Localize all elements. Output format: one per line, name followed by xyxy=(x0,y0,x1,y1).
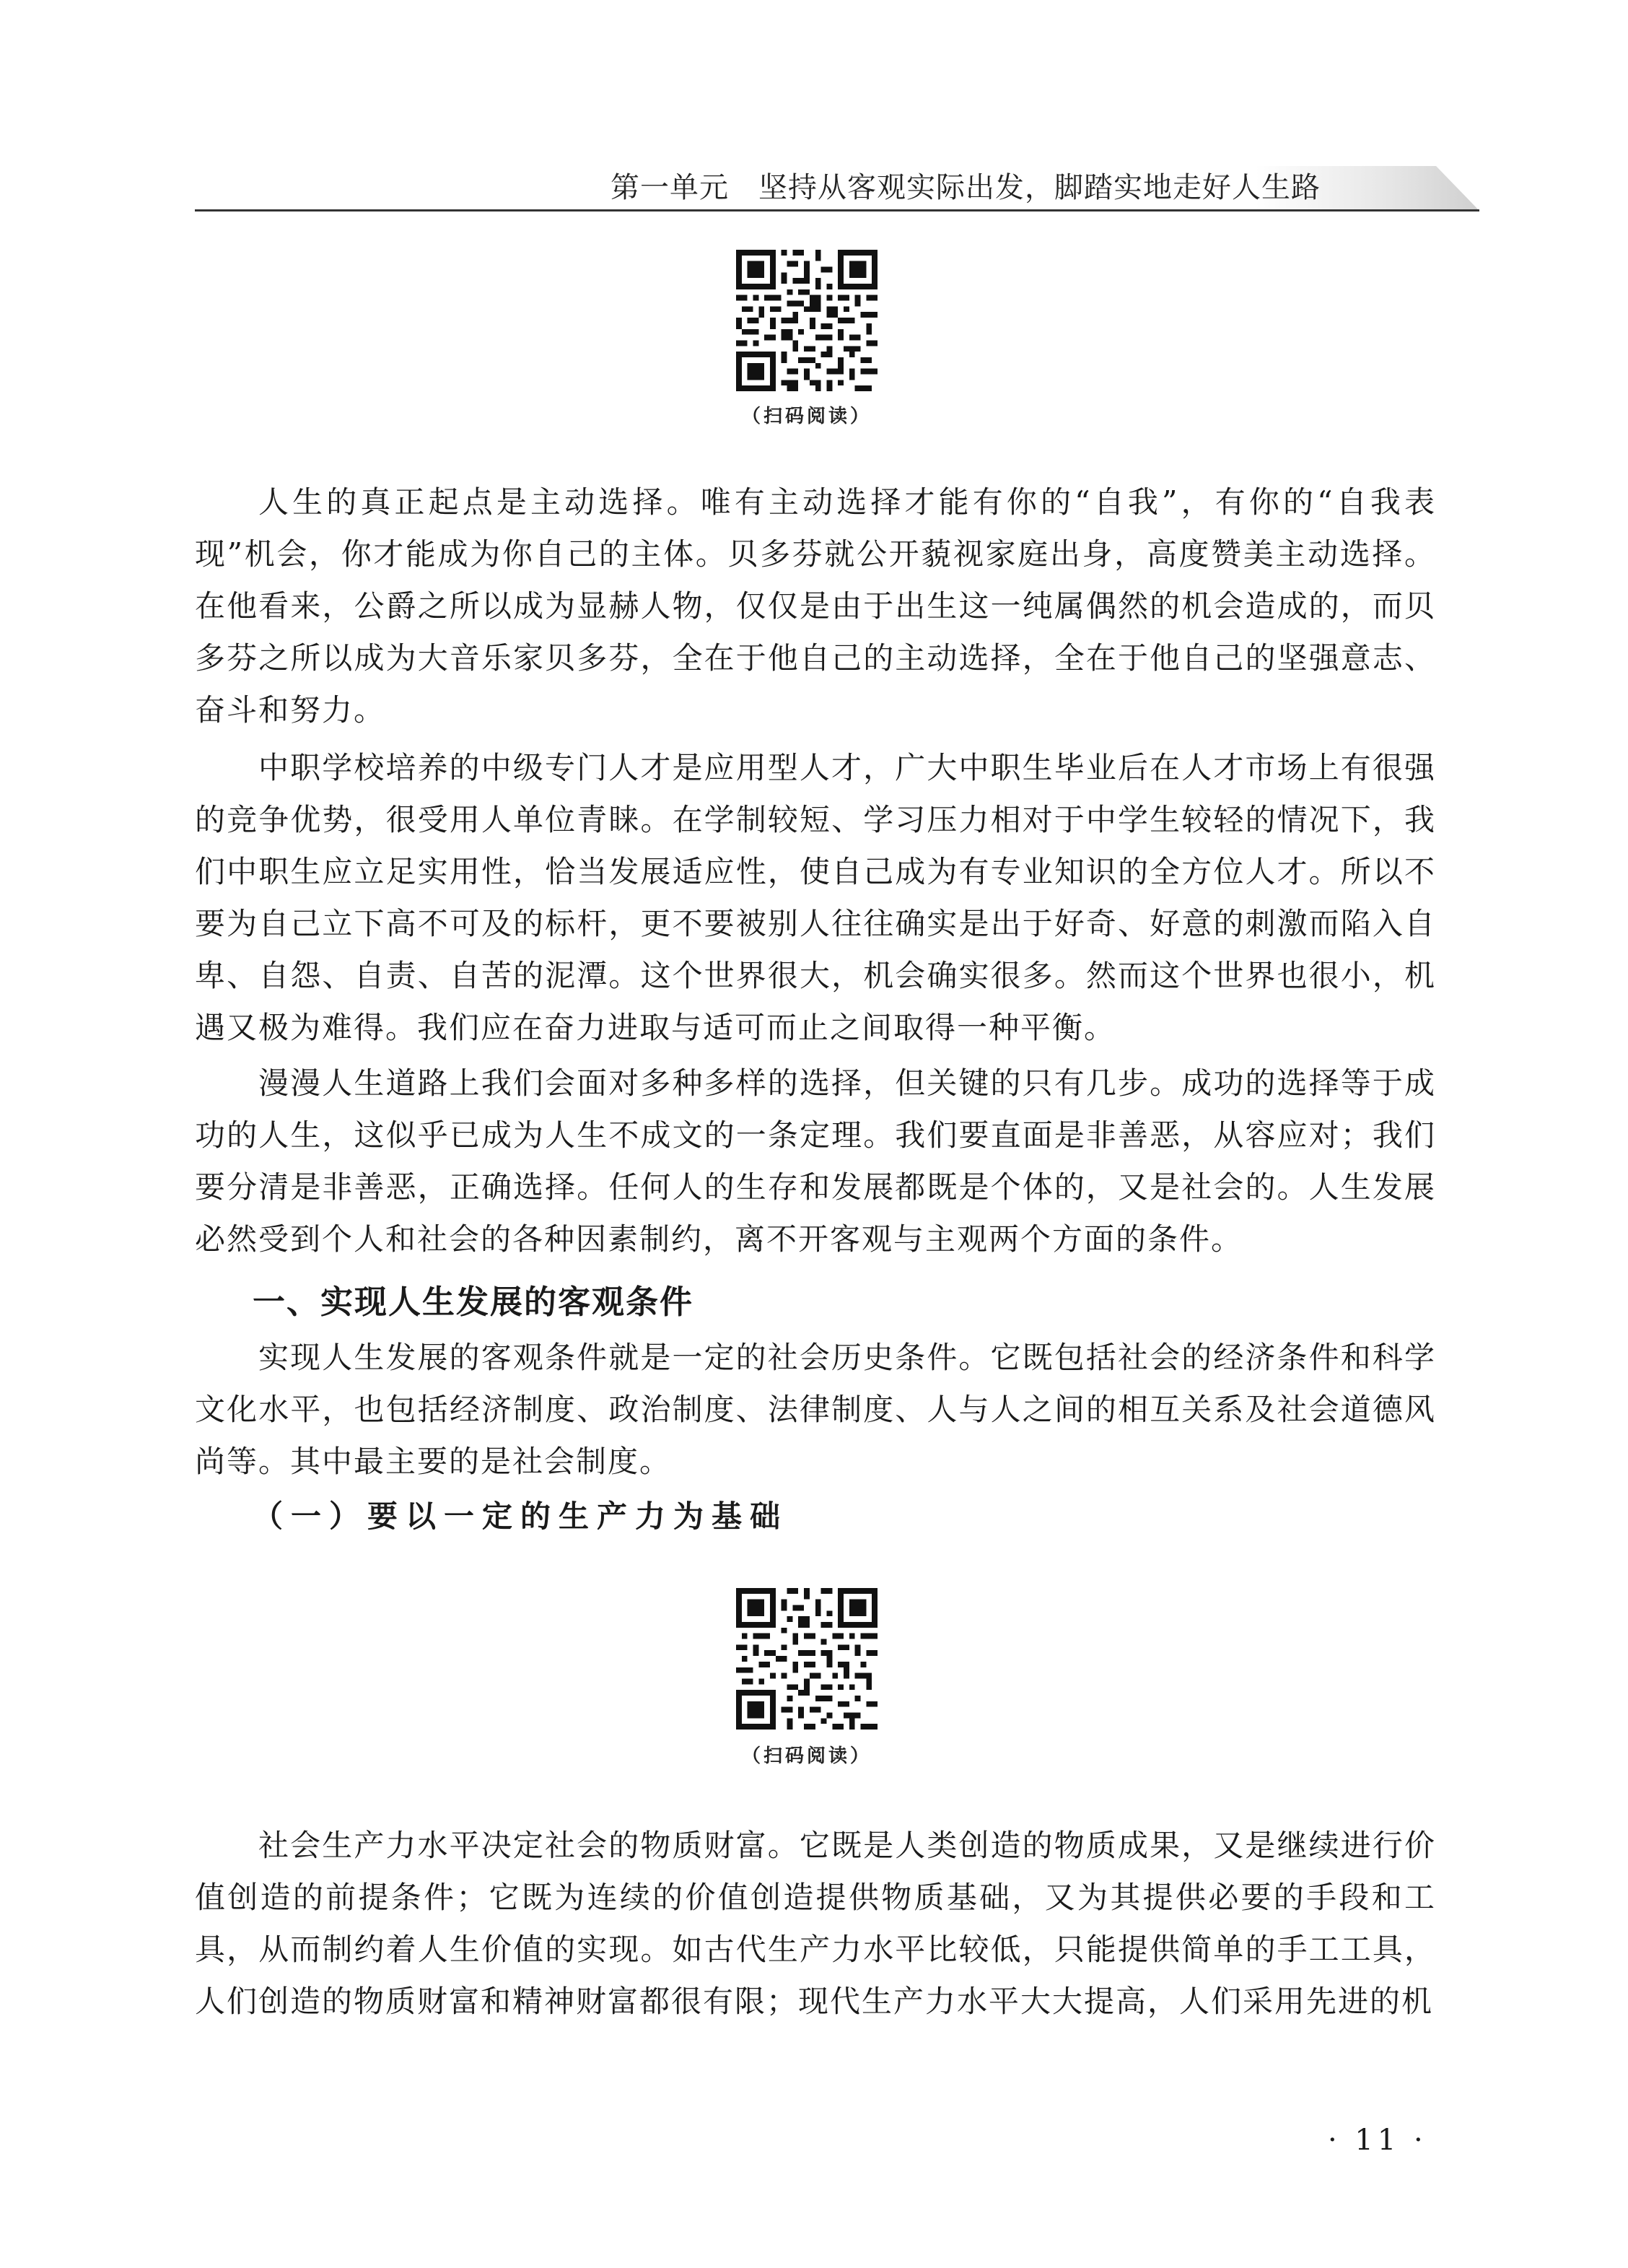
paragraph-3: 漫漫人生道路上我们会面对多种多样的选择，但关键的只有几步。成功的选择等于成功的人生，这似乎已成为人生不成文的一条定理。我们要直面是非善恶，从容应对；我们要分清是非善恶，正确选择。任何人的生存和发展都既是个体的，又是社会的。人生发展必然受到个人和社会的各种因素制约，离不开客观与主观两个方面的条件。 xyxy=(195,1065,1436,1257)
header-title: 第一单元 坚持从客观实际出发，脚踏实地走好人生路 xyxy=(610,171,1321,204)
qr-code-1[interactable] xyxy=(736,250,878,391)
header-rule xyxy=(195,209,1479,211)
qr-caption-2: （扫码阅读） xyxy=(741,1745,872,1767)
subsection-heading: （一）要以一定的生产力为基础 xyxy=(253,1499,789,1534)
section-heading: 一、实现人生发展的客观条件 xyxy=(253,1283,694,1321)
paragraph-5: 社会生产力水平决定社会的物质财富。它既是人类创造的物质成果，又是继续进行价值创造的前提条件；它既为连续的价值创造提供物质基础，又为其提供必要的手段和工具，从而制约着人生价值的实现。如古代生产力水平比较低，只能提供简单的手工工具，人们创造的物质财富和精神财富都很有限；现代生产力水平大大提高，人们采用先进的机 xyxy=(195,1828,1436,2019)
paragraph-1: 人生的真正起点是主动选择。唯有主动选择才能有你的“自我”，有你的“自我表现”机会，你才能成为你自己的主体。贝多芬就公开藐视家庭出身，高度赞美主动选择。在他看来，公爵之所以成为显赫人物，仅仅是由于出生这一纯属偶然的机会造成的，而贝多芬之所以成为大音乐家贝多芬，全在于他自己的主动选择，全在于他自己的坚强意志、奋斗和努力。 xyxy=(195,484,1436,728)
qr-code-2[interactable] xyxy=(736,1588,878,1730)
qr-caption-1: （扫码阅读） xyxy=(741,406,872,427)
page-number: · 11 · xyxy=(1328,2124,1427,2157)
paragraph-2: 中职学校培养的中级专门人才是应用型人才，广大中职生毕业后在人才市场上有很强的竞争优势，很受用人单位青睐。在学制较短、学习压力相对于中学生较轻的情况下，我们中职生应立足实用性，恰当发展适应性，使自己成为有专业知识的全方位人才。所以不要为自己立下高不可及的标杆，更不要被别人往往确实是出于好奇、好意的刺激而陷入自卑、自怨、自责、自苦的泥潭。这个世界很大，机会确实很多。然而这个世界也很小，机遇又极为难得。我们应在奋力进取与适可而止之间取得一种平衡。 xyxy=(195,750,1436,1045)
paragraph-4: 实现人生发展的客观条件就是一定的社会历史条件。它既包括社会的经济条件和科学文化水平，也包括经济制度、政治制度、法律制度、人与人之间的相互关系及社会道德风尚等。其中最主要的是社会制度。 xyxy=(195,1340,1436,1479)
